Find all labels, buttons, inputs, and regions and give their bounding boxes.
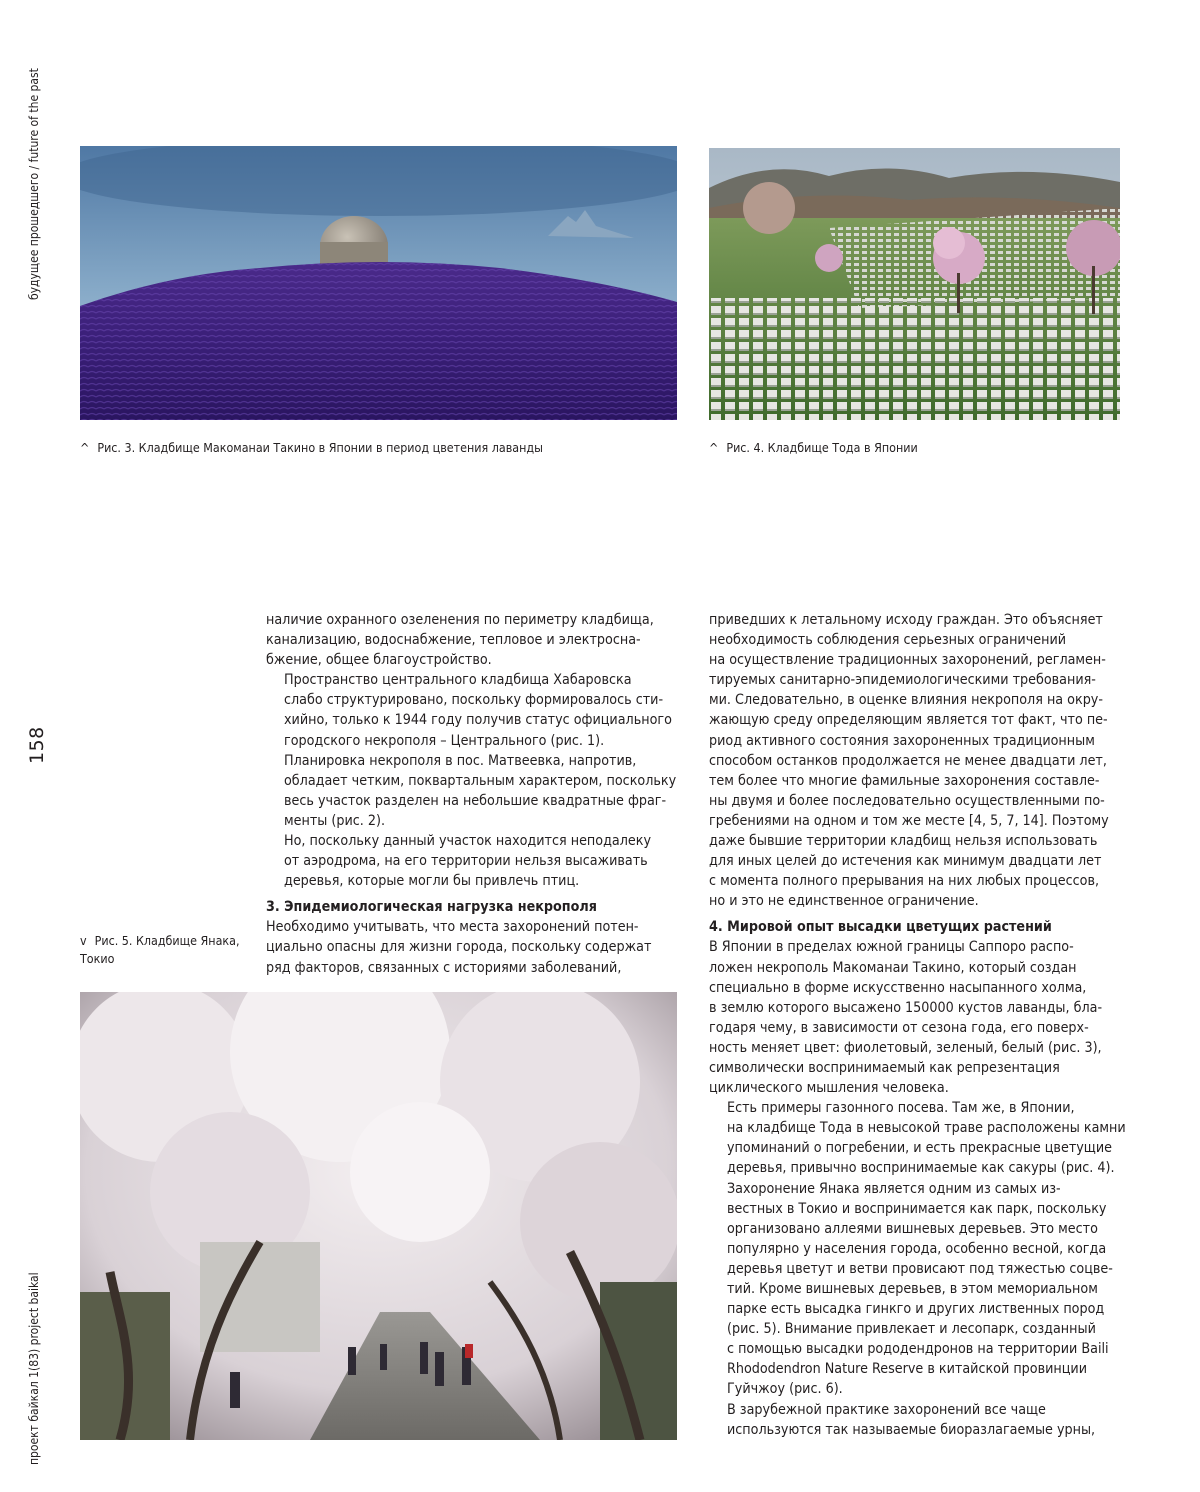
text-line: деревья, которые могли бы привлечь птиц.: [284, 873, 580, 890]
photo-lavender-hill: [80, 146, 677, 420]
text-line: весь участок разделен на небольшие квадратные фраг-: [284, 792, 667, 809]
text-line: популярно у населения города, особенно весной, когда: [727, 1240, 1107, 1257]
photo-toda-cemetery: [709, 148, 1120, 420]
paragraph: [266, 831, 680, 891]
text-line: ми. Следовательно, в оценке влияния некрополя на окру-: [709, 692, 1103, 709]
text-line: Гуйчжоу (рис. 6).: [727, 1381, 843, 1398]
text-line: Пространство центрального кладбища Хабаровска: [284, 672, 632, 689]
section-heading-3: 3. Эпидемиологическая нагрузка некрополя: [266, 899, 597, 916]
text-line: Rhododendron Nature Reserve в китайской провинции: [727, 1361, 1088, 1378]
caption-fig4-marker: ^: [709, 440, 719, 455]
text-line: способом останков продолжается не менее двадцати лет,: [709, 752, 1107, 769]
caption-fig3-marker: ^: [80, 440, 90, 455]
text-line: специально в форме искусственно насыпанного холма,: [709, 979, 1087, 996]
paragraph: [266, 610, 680, 670]
text-line: в землю которого высажено 150000 кустов лаванды, бла-: [709, 999, 1103, 1016]
yanaka-cemetery-image: [80, 992, 677, 1440]
text-line: риод активного состояния захороненных традиционным: [709, 732, 1095, 749]
caption-fig3-text: Рис. 3. Кладбище Макоманаи Такино в Японии в период цветения лаванды: [97, 440, 543, 455]
text-line: от аэродрома, на его территории нельзя высаживать: [284, 853, 648, 870]
paragraph: [266, 751, 680, 831]
text-line: бжение, общее благоустройство.: [266, 652, 492, 669]
page-number: 158: [26, 726, 48, 764]
text-line: канализацию, водоснабжение, тепловое и электросна-: [266, 632, 641, 649]
text-line: наличие охранного озеленения по периметру кладбища,: [266, 612, 654, 628]
caption-fig5-text-2: Токио: [80, 951, 115, 966]
paragraph: [709, 1179, 1121, 1400]
text-line: для иных целей до истечения как минимум двадцати лет: [709, 853, 1102, 870]
text-line: ложен некрополь Макоманаи Такино, который создан: [709, 959, 1077, 976]
text-line: ность меняет цвет: фиолетовый, зеленый, белый (рис. 3),: [709, 1039, 1102, 1056]
middle-column: [266, 610, 680, 978]
paragraph: [266, 670, 680, 750]
text-line: деревья цветут и ветви провисают под тяжестью соцве-: [727, 1260, 1113, 1277]
text-line: В Японии в пределах южной границы Саппоро распо-: [709, 939, 1074, 956]
text-line: циклического мышления человека.: [709, 1080, 949, 1097]
text-line: приведших к летальному исходу граждан. Это объясняет: [709, 612, 1103, 628]
caption-fig5: [80, 932, 250, 968]
journal-footer: проект байкал 1(83) project baikal: [27, 1272, 41, 1465]
text-line: используются так называемые биоразлагаемые урны,: [727, 1421, 1096, 1438]
text-line: Необходимо учитывать, что места захоронений потен-: [266, 919, 639, 936]
text-line: Есть примеры газонного посева. Там же, в Японии,: [727, 1100, 1075, 1117]
text-line: организовано аллеями вишневых деревьев. Это место: [727, 1220, 1098, 1237]
text-line: упоминаний о погребении, и есть прекрасные цветущие: [727, 1140, 1112, 1157]
running-head: будущее прошедшего / future of the past: [27, 68, 41, 300]
toda-cemetery-image: [709, 148, 1120, 420]
text-line: городского некрополя – Центрального (рис. 1).: [284, 732, 605, 749]
text-line: деревья, привычно воспринимаемые как сакуры (рис. 4).: [727, 1160, 1115, 1177]
caption-fig5-text-1: Рис. 5. Кладбище Янака,: [94, 933, 240, 948]
right-column: [709, 610, 1126, 1440]
text-line: обладает четким, поквартальным характером, поскольку: [284, 772, 677, 789]
text-line: ны двумя и более последовательно осуществленными по-: [709, 792, 1105, 809]
text-line: на кладбище Тода в невысокой траве расположены камни: [727, 1120, 1126, 1137]
paragraph: [266, 917, 680, 977]
text-line: жающую среду определяющим является тот факт, что пе-: [709, 712, 1108, 729]
text-line: символически воспринимаемый как репрезентация: [709, 1059, 1060, 1076]
paragraph: [709, 1400, 1121, 1440]
text-line: вестных в Токио и воспринимается как парк, поскольку: [727, 1200, 1107, 1217]
section-heading-4: 4. Мировой опыт высадки цветущих растений: [709, 919, 1052, 936]
text-line: но и это не единственное ограничение.: [709, 893, 979, 910]
paragraph: [709, 610, 1121, 911]
photo-yanaka-cemetery: [80, 992, 677, 1440]
paragraph: [709, 1098, 1126, 1178]
text-line: гребениями на одном и том же месте [4, 5, 7, 14]. Поэтому: [709, 812, 1109, 829]
text-line: циально опасны для жизни города, поскольку содержат: [266, 939, 652, 956]
text-line: (рис. 5). Внимание привлекает и лесопарк, созданный: [727, 1321, 1096, 1338]
text-line: тем более что многие фамильные захоронения составле-: [709, 772, 1100, 789]
caption-fig4-text: Рис. 4. Кладбище Тода в Японии: [726, 440, 918, 455]
text-line: Но, поскольку данный участок находится неподалеку: [284, 833, 652, 850]
text-line: годаря чему, в зависимости от сезона года, его поверх-: [709, 1019, 1089, 1036]
text-line: Планировка некрополя в пос. Матвеевка, напротив,: [284, 752, 637, 769]
text-line: на осуществление традиционных захоронений, регламен-: [709, 652, 1106, 669]
text-line: Захоронение Янака является одним из самых из-: [727, 1180, 1061, 1197]
caption-fig4: [709, 439, 1109, 457]
text-line: тий. Кроме вишневых деревьев, в этом мемориальном: [727, 1281, 1098, 1297]
text-line: ряд факторов, связанных с историями заболеваний,: [266, 959, 622, 976]
paragraph: [709, 937, 1121, 1098]
text-line: парке есть высадка гинкго и других лиственных пород: [727, 1301, 1105, 1318]
lavender-hill-image: [80, 146, 677, 420]
text-line: тируемых санитарно-эпидемиологическими требования-: [709, 672, 1096, 689]
caption-fig5-marker: v: [80, 933, 87, 948]
text-line: менты (рис. 2).: [284, 812, 386, 829]
text-line: даже бывшие территории кладбищ нельзя использовать: [709, 833, 1098, 850]
text-line: слабо структурировано, поскольку формировалось сти-: [284, 692, 664, 709]
text-line: В зарубежной практике захоронений все чаще: [727, 1401, 1046, 1418]
text-line: с момента полного прерывания на них любых процессов,: [709, 873, 1100, 890]
caption-fig3: [80, 439, 680, 457]
text-line: хийно, только к 1944 году получив статус официального: [284, 712, 672, 729]
text-line: с помощью высадки рододендронов на территории Baili: [727, 1341, 1109, 1358]
text-line: необходимость соблюдения серьезных ограничений: [709, 632, 1067, 649]
